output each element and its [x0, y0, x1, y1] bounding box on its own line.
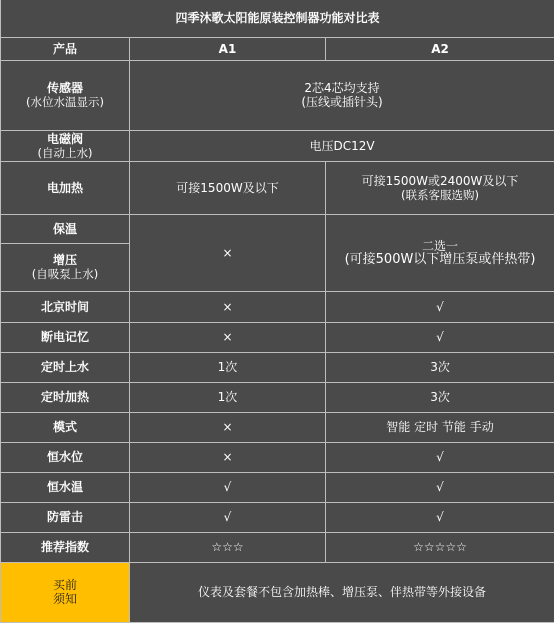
- row-const-temp: [1, 472, 554, 502]
- value-sensor: [130, 60, 554, 130]
- header-a1: A1: [130, 37, 326, 60]
- label-memory: 断电记忆: [1, 322, 130, 352]
- value-warm-boost-a2-line1: 二选一: [422, 238, 459, 253]
- label-timed-fill: 定时上水: [1, 352, 130, 382]
- value-warm-boost-a2: [326, 214, 554, 291]
- value-lightning-a2: √: [326, 502, 554, 532]
- value-warm-boost-a2-line2: (可接500W以下增压泵或伴热带): [344, 251, 536, 267]
- value-rating-a1: ☆☆☆: [130, 532, 326, 562]
- value-heater-a2: [326, 161, 554, 214]
- label-valve-sub: (自动上水): [37, 145, 93, 160]
- value-timed-fill-a2: 3次: [326, 352, 554, 382]
- title-row: [1, 0, 554, 37]
- value-const-temp-a2: √: [326, 472, 554, 502]
- label-warm: 保温: [1, 214, 130, 243]
- row-valve: [1, 130, 554, 161]
- label-mode: 模式: [1, 412, 130, 442]
- row-timed-heat: [1, 382, 554, 412]
- row-const-level: [1, 442, 554, 472]
- label-boost: [1, 243, 130, 291]
- value-const-temp-a1: √: [130, 472, 326, 502]
- value-heater-a1: 可接1500W及以下: [130, 161, 326, 214]
- value-memory-a1: ×: [130, 322, 326, 352]
- value-heater-a2-line1: 可接1500W或2400W及以下: [361, 173, 519, 188]
- header-row: [1, 37, 554, 60]
- row-beijing-time: [1, 291, 554, 322]
- value-timed-heat-a2: 3次: [326, 382, 554, 412]
- label-sensor-main: 传感器: [46, 81, 83, 95]
- row-timed-fill: [1, 352, 554, 382]
- value-warm-boost-a1: ×: [130, 214, 326, 291]
- label-sensor-sub: (水位水温显示): [26, 95, 104, 109]
- row-rating: [1, 532, 554, 562]
- row-mode: [1, 412, 554, 442]
- label-beijing-time: 北京时间: [1, 291, 130, 322]
- notice-label: [1, 562, 130, 622]
- notice-text: 仪表及套餐不包含加热棒、增压泵、伴热带等外接设备: [130, 562, 554, 622]
- value-mode-a1: ×: [130, 412, 326, 442]
- label-const-level: 恒水位: [1, 442, 130, 472]
- value-lightning-a1: √: [130, 502, 326, 532]
- row-warm: [1, 214, 554, 243]
- value-mode-a2: 智能 定时 节能 手动: [326, 412, 554, 442]
- label-valve: [1, 130, 130, 161]
- value-timed-fill-a1: 1次: [130, 352, 326, 382]
- label-boost-main: 增压: [52, 253, 77, 267]
- label-sensor: [1, 60, 130, 130]
- label-valve-main: 电磁阀: [46, 131, 83, 146]
- row-lightning: [1, 502, 554, 532]
- row-heater: [1, 161, 554, 214]
- row-notice: [1, 562, 554, 622]
- row-sensor: [1, 60, 554, 130]
- value-beijing-time-a2: √: [326, 291, 554, 322]
- label-heater: 电加热: [1, 161, 130, 214]
- notice-label-line1: 买前: [52, 578, 77, 592]
- value-heater-a2-line2: (联系客服选购): [401, 187, 479, 202]
- header-a2: A2: [326, 37, 554, 60]
- label-boost-sub: (自吸泵上水): [31, 267, 99, 281]
- label-const-temp: 恒水温: [1, 472, 130, 502]
- value-valve: 电压DC12V: [130, 130, 554, 161]
- value-sensor-line2: (压线或插针头): [301, 95, 383, 109]
- value-const-level-a1: ×: [130, 442, 326, 472]
- label-lightning: 防雷击: [1, 502, 130, 532]
- notice-label-line2: 须知: [52, 592, 77, 606]
- value-beijing-time-a1: ×: [130, 291, 326, 322]
- value-rating-a2: ☆☆☆☆☆: [326, 532, 554, 562]
- label-timed-heat: 定时加热: [1, 382, 130, 412]
- value-const-level-a2: √: [326, 442, 554, 472]
- value-sensor-line1: 2芯4芯均支持: [304, 81, 380, 95]
- row-memory: [1, 322, 554, 352]
- label-rating: 推荐指数: [1, 532, 130, 562]
- table-title: 四季沐歌太阳能原装控制器功能对比表: [1, 0, 554, 37]
- header-product: 产品: [1, 37, 130, 60]
- value-memory-a2: √: [326, 322, 554, 352]
- value-timed-heat-a1: 1次: [130, 382, 326, 412]
